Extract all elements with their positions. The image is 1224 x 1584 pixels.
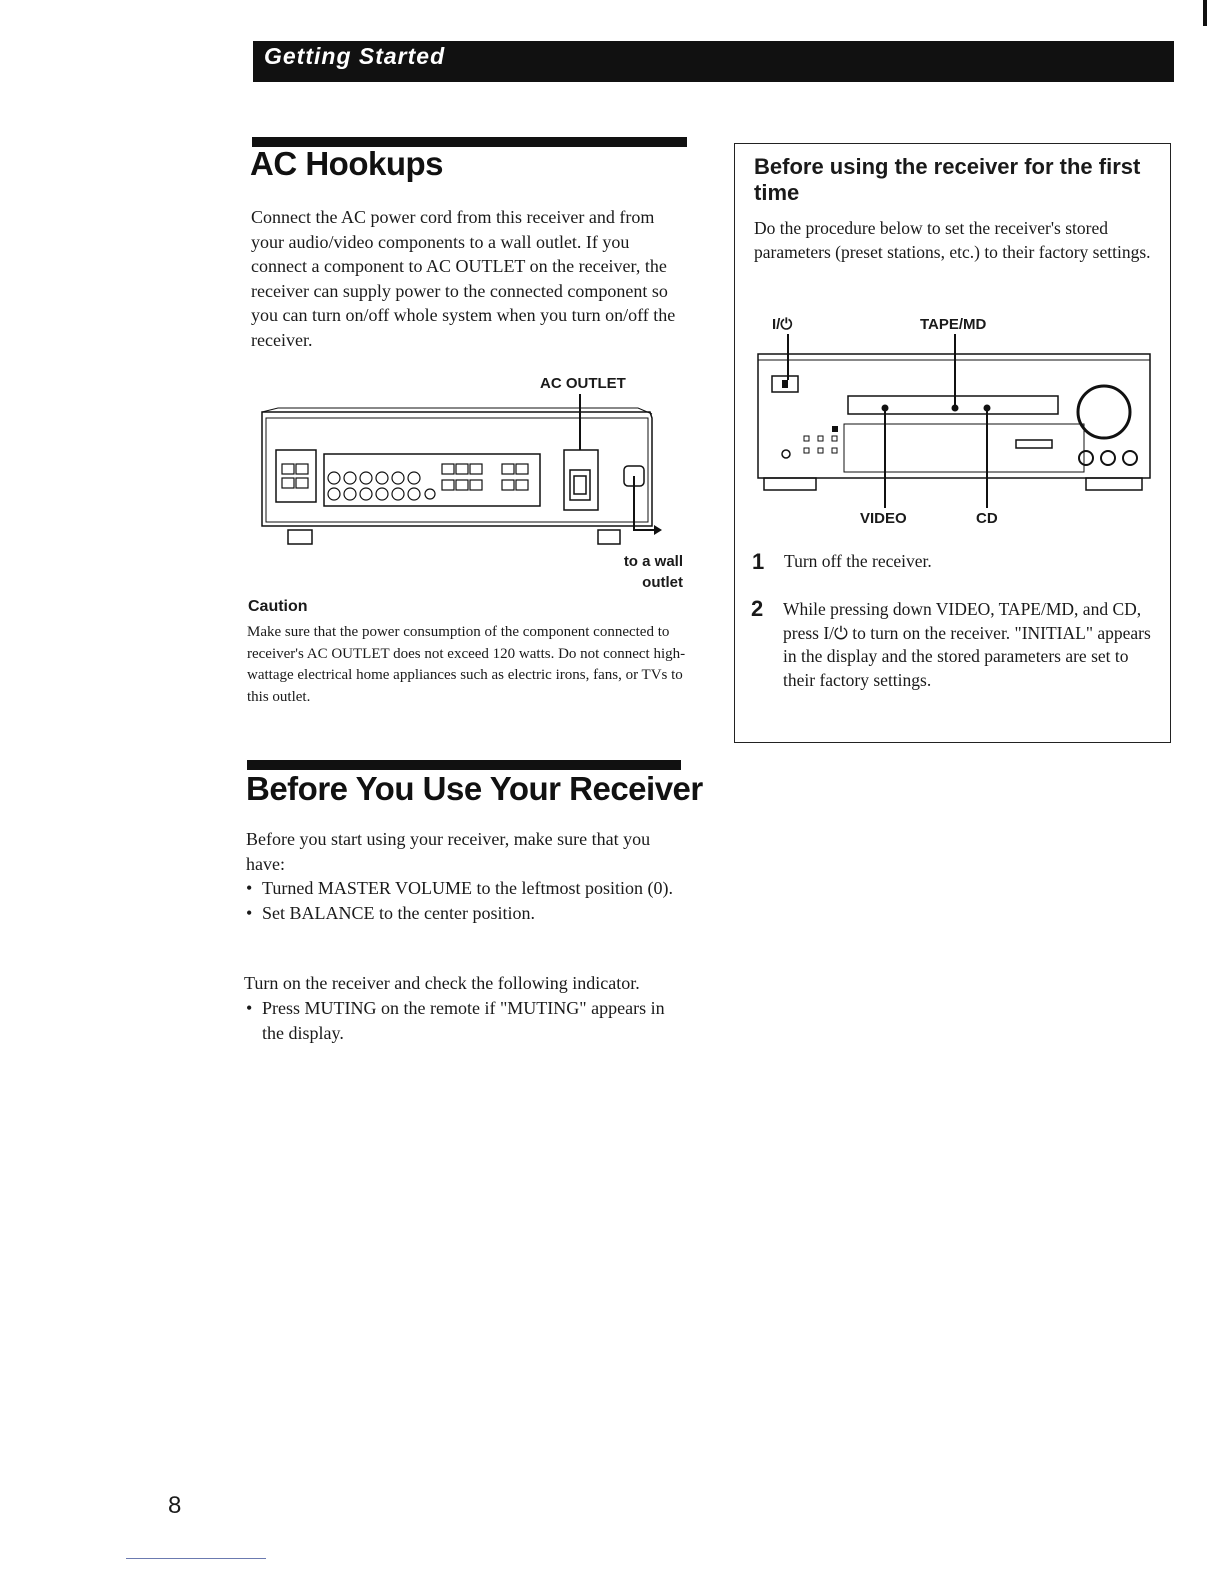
step-text: While pressing down VIDEO, TAPE/MD, and CD, press I/⏻ to turn on the receiver. "INITIAL" appears in the display and the stored parameters are set to their factory settings. (783, 599, 1151, 690)
before-use-intro: Before you start using your receiver, make sure that you have: (246, 829, 651, 874)
caution-text: Make sure that the power consumption of the component connected to receiver's AC OUTLET does not exceed 120 watts. Do not connect high-wattage electrical home appliances such as electric irons, fans, or TVs to this outlet. (247, 624, 686, 705)
before-use-checklist (246, 876, 686, 925)
ac-outlet-label: AC OUTLET (540, 375, 626, 392)
first-time-title: Before using the receiver for the first time (754, 154, 1141, 205)
section-header-title: Getting Started (264, 43, 446, 69)
tape-md-label: TAPE/MD (920, 316, 987, 333)
caution-title: Caution (248, 598, 308, 615)
power-button-label: I/⏻ (772, 316, 793, 333)
before-use-title: Before You Use Your Receiver (246, 770, 703, 807)
page-number: 8 (168, 1492, 182, 1519)
ac-hookups-title: AC Hookups (250, 145, 443, 182)
receiver-rear-panel-diagram (258, 394, 668, 556)
first-time-paragraph: Do the procedure below to set the receiver's stored parameters (preset stations, etc.) to their factory settings. (754, 218, 1151, 262)
receiver-front-panel-diagram (752, 334, 1157, 514)
step-number: 2 (751, 596, 764, 621)
indicator-list (246, 996, 686, 1045)
indicator-intro: Turn on the receiver and check the following indicator. (244, 973, 640, 993)
ac-hookups-paragraph: Connect the AC power cord from this receiver and from your audio/video components to a wall outlet. If you connect a component to AC OUTLET on the receiver, the receiver can supply power to the connected component so you can turn on/off whole system when you turn on/off the receiver. (251, 207, 676, 350)
edge-mark (1203, 0, 1207, 26)
video-label: VIDEO (860, 510, 907, 527)
step-number: 1 (752, 549, 765, 574)
list-item: • Press MUTING on the remote if "MUTING" appears in the display. (246, 996, 686, 1045)
before-use-rule (247, 760, 681, 770)
step-text: Turn off the receiver. (784, 551, 932, 571)
cd-label: CD (976, 510, 998, 527)
footer-rule (126, 1558, 266, 1559)
list-item: • Turned MASTER VOLUME to the leftmost position (0). (246, 876, 686, 901)
wall-outlet-label: to a wall outlet (623, 553, 683, 591)
list-item: • Set BALANCE to the center position. (246, 901, 686, 926)
